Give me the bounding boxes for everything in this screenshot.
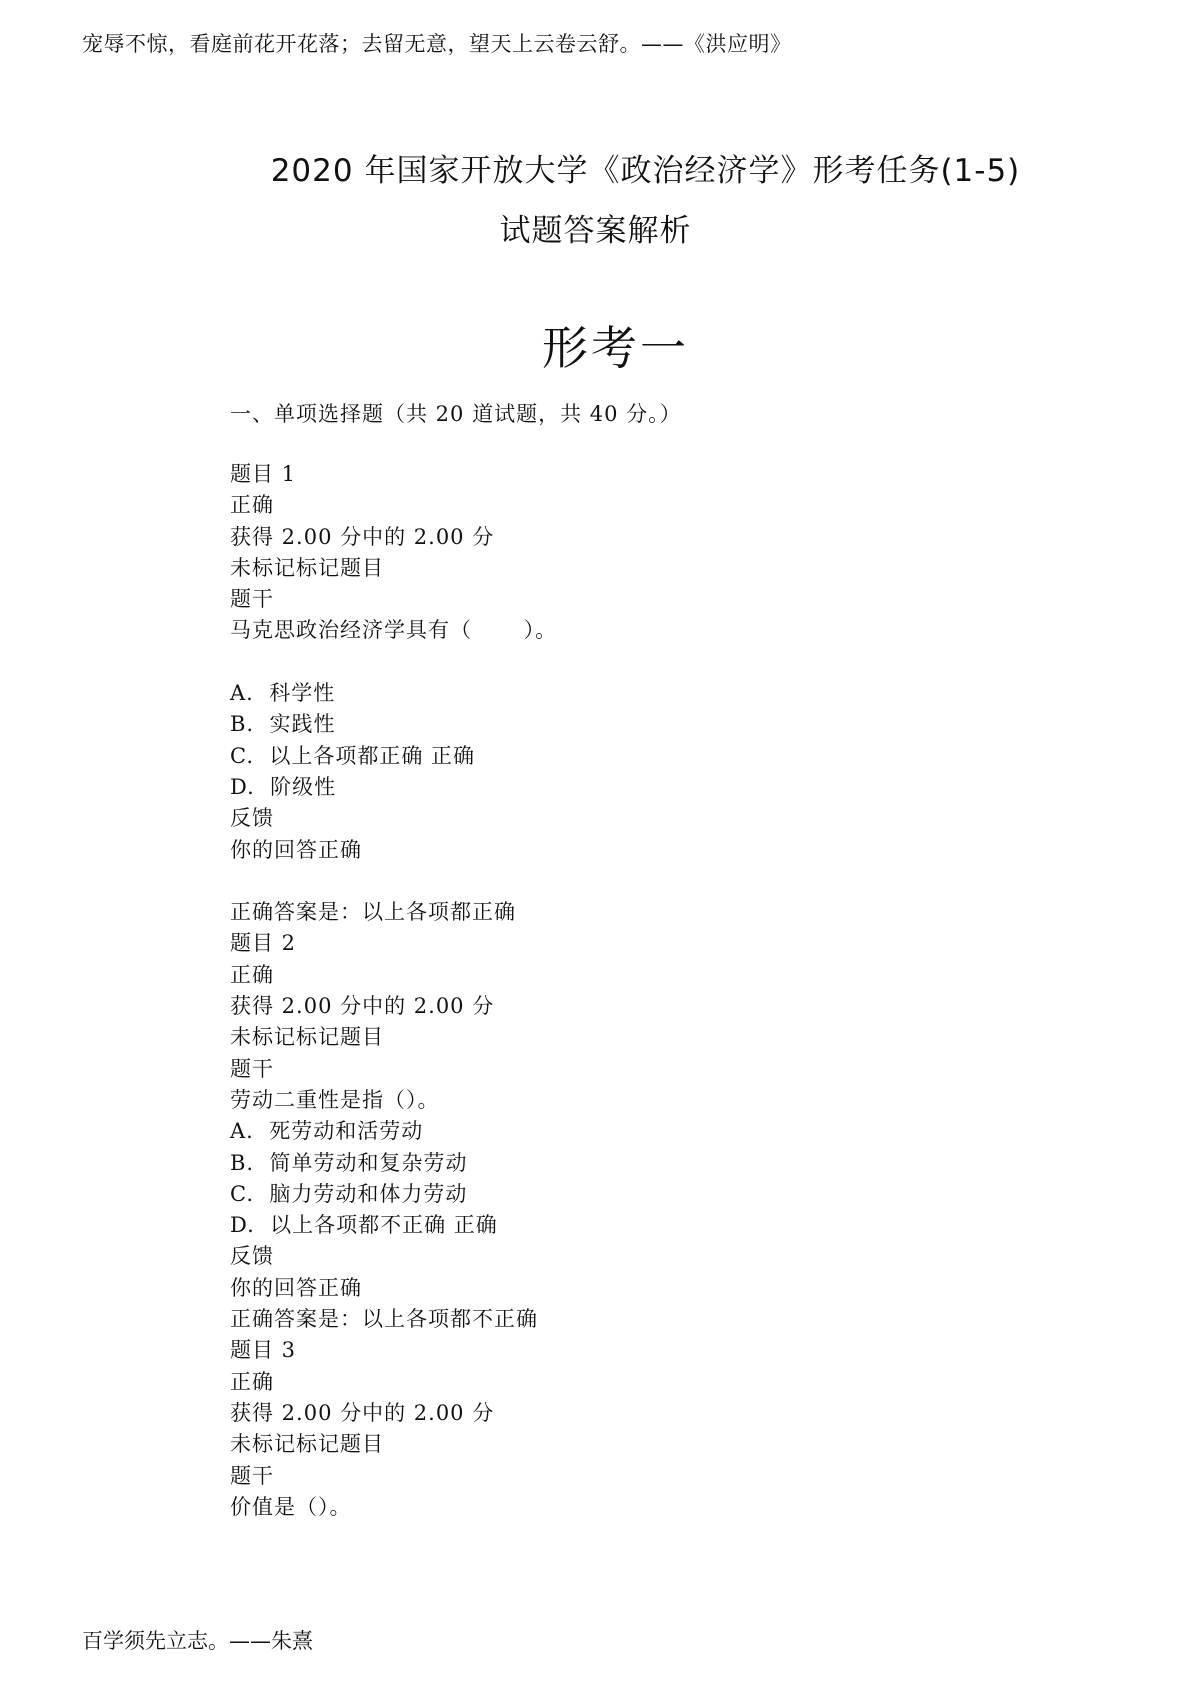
- feedback-label: 反馈: [230, 806, 274, 831]
- question-score: 获得 2.00 分中的 2.00 分: [230, 994, 495, 1019]
- flag-question-link[interactable]: 未标记标记题目: [230, 555, 384, 580]
- part-heading: 一、单项选择题（共 20 道试题，共 40 分。）: [230, 402, 682, 426]
- question-status: 正确: [230, 962, 274, 987]
- feedback-label: 反馈: [230, 1244, 274, 1269]
- stem-label: 题干: [230, 587, 274, 612]
- footer-quote: 百学须先立志。——朱熹: [82, 1629, 313, 1653]
- question-list: [230, 459, 1130, 1523]
- question-stem: 价值是（）。: [230, 1494, 352, 1519]
- feedback-text: 你的回答正确: [230, 837, 362, 862]
- question-label: 题目 2: [230, 931, 297, 956]
- correct-answer: 正确答案是：以上各项都不正确: [230, 1307, 538, 1332]
- option-b: B. 实践性: [230, 712, 336, 737]
- question-label: 题目 3: [230, 1338, 297, 1363]
- section-title: 形考一: [542, 321, 689, 375]
- question-score: 获得 2.00 分中的 2.00 分: [230, 1400, 495, 1425]
- question-score: 获得 2.00 分中的 2.00 分: [230, 524, 495, 549]
- correct-answer: 正确答案是：以上各项都正确: [230, 900, 516, 925]
- question-status: 正确: [230, 1369, 274, 1394]
- flag-question-link[interactable]: 未标记标记题目: [230, 1432, 384, 1457]
- question-stem: 劳动二重性是指（）。: [230, 1087, 440, 1112]
- feedback-text: 你的回答正确: [230, 1275, 362, 1300]
- option-c: C. 以上各项都正确 正确: [230, 743, 476, 768]
- document-subtitle: 试题答案解析: [499, 213, 692, 249]
- stem-label: 题干: [230, 1463, 274, 1488]
- document-title: 2020 年国家开放大学《政治经济学》形考任务(1-5): [270, 153, 1021, 189]
- option-d: D. 以上各项都不正确 正确: [230, 1213, 498, 1238]
- option-a: A. 死劳动和活劳动: [230, 1119, 424, 1144]
- flag-question-link[interactable]: 未标记标记题目: [230, 1025, 384, 1050]
- option-c: C. 脑力劳动和体力劳动: [230, 1181, 468, 1206]
- header-quote: 宠辱不惊，看庭前花开花落；去留无意，望天上云卷云舒。——《洪应明》: [82, 32, 792, 56]
- question-status: 正确: [230, 493, 274, 518]
- question-stem: 马克思政治经济学具有（ ）。: [230, 618, 558, 643]
- option-d: D. 阶级性: [230, 774, 337, 799]
- question-label: 题目 1: [230, 462, 297, 486]
- option-a: A. 科学性: [230, 681, 336, 706]
- option-b: B. 简单劳动和复杂劳动: [230, 1150, 468, 1175]
- stem-label: 题干: [230, 1056, 274, 1081]
